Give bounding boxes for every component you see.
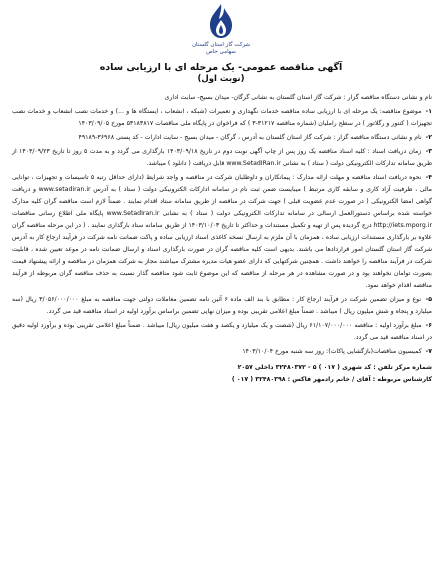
logo-company-type: سهامی خاص (206, 49, 236, 55)
paragraph-number: ۴- (425, 174, 433, 181)
organizer-paragraph (12, 92, 432, 104)
paragraph-text: موضوع مناقصه: یک مرحله ای با ارزیابی ساده مناقصه خدمات نگهداری و تعمیرات (شبکه ، انشعاب ، ایستگاه ها و ...) و خدمات نصب انشعاب و خدمات نصب تجهیزات ( کنتور و رگلاتور ) در سطح راملیان (شماره مناقصه ۳۱۲۱۷-۳ ) که فراخوان در پایگاه ملی مناقصات ۵۳۱۸۳۸۱۷ مورخ ۱۴۰۳/۰۹/۰۵ (12, 108, 432, 127)
paragraph-text: نحوه دریافت اسناد مناقصه و مهلت ارائه مدارک : پیمانکاران و داوطلبان شرکت در مناقصه و واجد شرایط (دارای حداقل رتبه ۵ تاسیسات و تجهیزات ، توانایی مالی ، ظرفیت آزاد کاری و سابقه کاری مرتبط ) میبایست ضمن ثبت نام در سامانه ادارکات الکترونیکی دولت ( ستاد ) به آدرس www.setadiran.ir و دریافت گواهی امضا الکترونیکی ( در صورت عدم عضویت قبلی ) جهت شرکت در مناقصه از طریق سامانه ستاد اقدام نمایند . ضمناً لازم است مناقصه گران کلیه مدارک خواسته شده براساس دستورالعمل ارسالی در سامانه تدارکات الکترونیکی دولت ( ستاد ) به نشانی www.SetadIran.ir پایگاه ملی اطلاع رسانی مناقصات http://iets.mporg.ir درج گردیده پس از تهیه و تکمیل مستندات و حداکثر تا تاریخ ۱۴۰۳/۱۰/۰۳ از طریق سامانه ستاد بارگذاری نمایند . ( در این مرحله مناقصه گران علاوه بر بارگذاری مستندات ارزیابی ساده ، همزمان با آن ملزم به ارسال نسخه کاغذی اسناد ارزیابی ساده و پاکت ضمانت نامه شرکت در فرآیند ارجاع کار به آدرس شرکت گاز استان گلستان امور قراردادها می باشند. بدیهی است کلیه مناقصه گران در صورت بارگذاری اسناد و ارسال ضمانت نامه در موعد تعیین شده ، قابلیت شرکت در فرآیند مناقصه را خواهند داشت . همچنین شرکتهایی که دارای عضو هیات مدیره مشترک میباشند مجاز به شرکت همزمان در مناقصه و ارائه پیشنهاد قیمت بصورت توامان نخواهند بود و در صورت مشاهده در هر مرحله از مناقصه که این موضوع ثابت شود مناقصه گذار نسبت به حذف مناقصه گران مربوطه از فرآیند مناقصه اقدام خواهد نمود. (12, 174, 432, 289)
paragraph-text: زمان دریافت اسناد : کلیه اسناد مناقصه یک روز پس از چاپ آگهی نوبت دوم در تاریخ ۱۴۰۳/۰۹/۱۸ بارگذاری می گردد و به مدت ۵ روز تا تاریخ ۱۴۰۳/۰۹/۲۳ از طریق سامانه تدارکات الکترونیکی دولت ( ستاد ) به نشانی www.SetadIRan.ir قابل دریافت ( دانلود ) میباشد. (12, 148, 432, 167)
logo-company-name: شرکت گاز استان گلستان (191, 42, 251, 48)
commission-paragraph (12, 346, 432, 358)
company-logo (186, 2, 256, 60)
paragraph-number: ۶- (425, 322, 432, 329)
paragraph-text: مبلغ برآورد اولیه : مناقصه ۶۱/۱۰۷/۰۰۰/۰۰۰ ریال (شصت و یک میلیارد و یکصد و هفت میلیون ریال) میباشد . ضمناً مبلغ اعلامی تقریبی بوده و برآورد اولیه دقیق در اسناد مناقصه قید می گردد. (12, 322, 432, 341)
paragraph-text: نوع و میزان تضمین شرکت در فرآیند ارجاع کار : مطابق با بند الف ماده ۶ آئین نامه تضمین معاملات دولتی جهت مناقصه به مبلغ ۳/۰۵۶/۰۰۰/۰۰۰ ریال (سه میلیارد و پنجاه و شش میلیون ریال ) میباشد . ضمناً مبلغ اعلامی تقریبی بوده و میزان نهایی تضمین براساس برآورد اولیه در اسناد مناقصه قید می گردد. (12, 296, 432, 315)
submission-paragraph (12, 172, 432, 292)
paragraph-text: کمیسیون مناقصات(بازگشایی پاکات): روز سه شنبه مورخ ۱۴۰۳/۱۰/۰۴ (242, 348, 422, 355)
paragraph-number: ۲- (425, 134, 432, 141)
notice-title: آگهی مناقصه عمومی- یک مرحله ای با ارزیابی ساده (99, 62, 343, 73)
paragraph-number: ۷- (425, 348, 432, 355)
paragraph-number: ۳- (425, 148, 432, 155)
gas-flame-logo-icon (200, 2, 242, 42)
paragraph-text: نام و نشانی دستگاه مناقصه گزار : شرکت گاز استان گلستان به آدرس ، گرگان - میدان بسیج - سایت ادارات - کد پستی ۳۶۹۶۸-۴۹۱۸۹ (78, 134, 422, 141)
paragraph-text: نام و نشانی دستگاه مناقصه گزار : شرکت گاز استان گلستان به نشانی گرگان- میدان بسیج- سایت اداری (164, 94, 432, 101)
notice-subtitle: (نوبت اول) (197, 74, 245, 84)
document-time-paragraph (12, 146, 432, 170)
contact-person-line: کارشناس مربوطه : آقای / خانم رادمهر فاکس : ۳۲۴۸۰۳۹۸ ( ۰۱۷ ) (231, 376, 432, 383)
paragraph-number: ۱- (425, 108, 432, 115)
estimate-paragraph (12, 320, 432, 344)
paragraph-number: ۵- (425, 296, 432, 303)
phone-line: شماره مرکز تلفن : کد شهری ( ۰۱۷ ) ۵ - ۳۲۴۸۰۳۷۲ داخلی ۲۰۵۷ (237, 364, 432, 371)
subject-paragraph (12, 106, 432, 130)
notice-body (12, 92, 432, 386)
address-paragraph (12, 132, 432, 144)
contact-section (12, 362, 432, 386)
guarantee-paragraph (12, 294, 432, 318)
